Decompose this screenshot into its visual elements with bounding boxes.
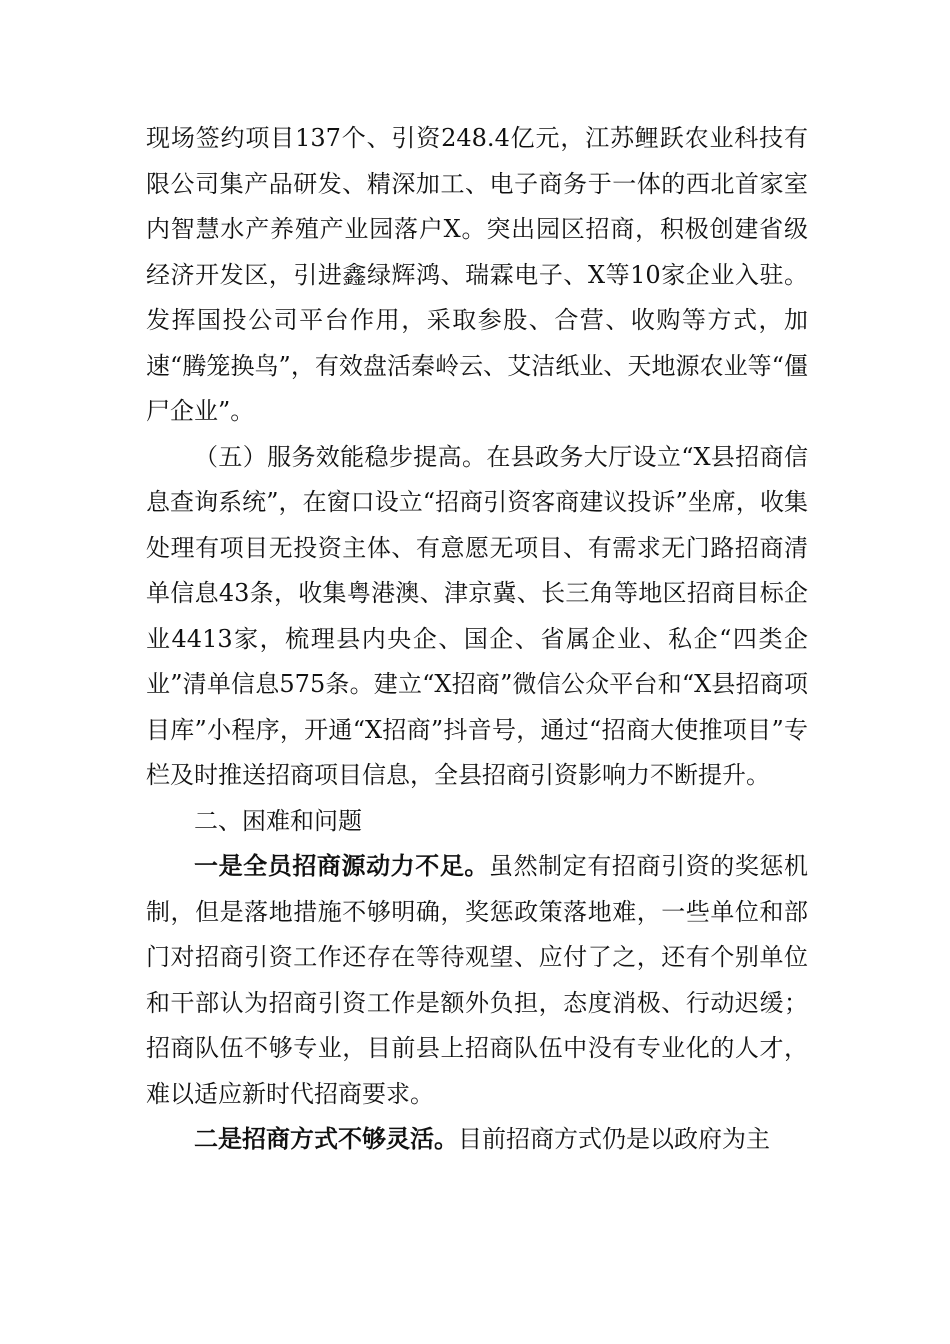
paragraph-problem-two [146,1117,808,1163]
paragraph-text: 现场签约项目137个、引资248.4亿元，江苏鲤跃农业科技有限公司集产品研发、精深加工、电子商务于一体的西北首家室内智慧水产养殖产业园落户X。突出园区招商，积极创建省级经济开发区，引进鑫绿辉鸿、瑞霖电子、X等10家企业入驻。发挥国投公司平台作用，采取参股、合营、收购等方式，加速“腾笼换鸟”，有效盘活秦岭云、艾洁纸业、天地源农业等“僵尸企业”。 [146,124,808,425]
paragraph-text: 目前招商方式仍是以政府为主 [458,1125,770,1153]
paragraph-lead: 一是全员招商源动力不足。 [194,852,489,880]
paragraph-lead: 二是招商方式不够灵活。 [194,1125,458,1153]
paragraph-problem-one [146,844,808,1117]
section-heading-text: 二、困难和问题 [194,806,362,835]
document-page [146,116,808,1163]
section-heading-difficulties [146,799,808,845]
paragraph-text: 虽然制定有招商引资的奖惩机制，但是落地措施不够明确，奖惩政策落地难，一些单位和部门对招商引资工作还存在等待观望、应付了之，还有个别单位和干部认为招商引资工作是额外负担，态度消极、行动迟缓；招商队伍不够专业，目前县上招商队伍中没有专业化的人才，难以适应新时代招商要求。 [146,852,808,1108]
paragraph-text: （五）服务效能稳步提高。在县政务大厅设立“X县招商信息查询系统”，在窗口设立“招商引资客商建议投诉”坐席，收集处理有项目无投资主体、有意愿无项目、有需求无门路招商清单信息43条，收集粤港澳、津京冀、长三角等地区招商目标企业4413家，梳理县内央企、国企、省属企业、私企“四类企业”清单信息575条。建立“X招商”微信公众平台和“X县招商项目库”小程序，开通“X招商”抖音号，通过“招商大使推项目”专栏及时推送招商项目信息，全县招商引资影响力不断提升。 [146,442,808,789]
paragraph-investment-results [146,116,808,435]
paragraph-service-efficiency [146,435,808,799]
